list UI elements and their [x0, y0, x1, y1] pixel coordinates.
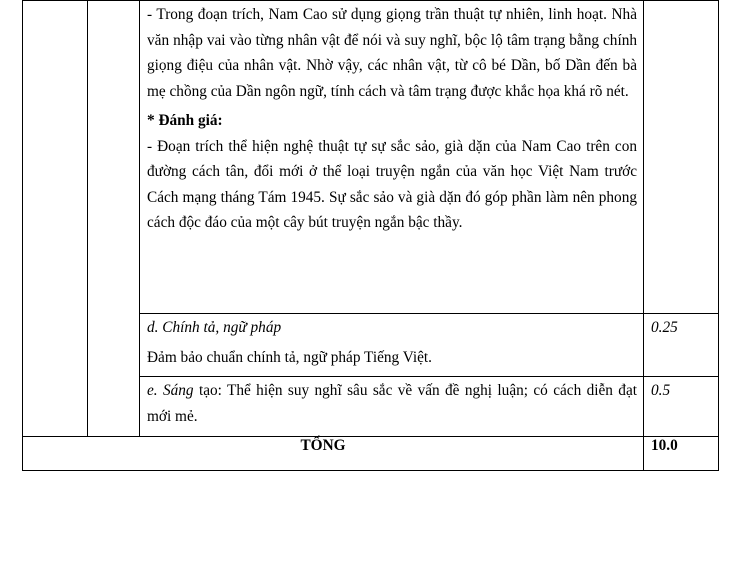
- table-cell-content: [140, 1, 644, 314]
- total-label: TỔNG: [23, 437, 644, 471]
- table-cell-section: [23, 1, 88, 437]
- score-value: 0.5: [644, 377, 719, 437]
- evaluation-heading: * Đánh giá:: [147, 112, 223, 129]
- paragraph-narration: - Trong đoạn trích, Nam Cao sử dụng giọng trần thuật tự nhiên, linh hoạt. Nhà văn nhập vai vào từng nhân vật để nói và suy nghĩ, bộc lộ tâm trạng bằng chính giọng điệu của nhân vật. Nhờ vậy, các nhân vật, từ cô bé Dần, bố Dần đến bà mẹ chồng của Dần ngôn ngữ, tính cách và tâm trạng được khắc họa khá rõ nét.: [147, 6, 637, 100]
- total-value: 10.0: [644, 437, 719, 471]
- criterion-text: Đảm bảo chuẩn chính tả, ngữ pháp Tiếng Việt.: [147, 348, 432, 366]
- table-row: [23, 1, 719, 314]
- score-value: 0.25: [644, 314, 719, 377]
- criterion-title: d. Chính tả, ngữ pháp: [147, 319, 282, 336]
- criterion-creativity: [147, 378, 637, 429]
- table-row-total: [23, 437, 719, 471]
- criterion-title: e. Sáng: [147, 382, 194, 399]
- table-cell-content: [140, 314, 644, 377]
- paragraph-evaluation: - Đoạn trích thể hiện nghệ thuật tự sự sắc sảo, già dặn của Nam Cao trên con đường cách tân, đổi mới ở thể loại truyện ngắn của văn học Việt Nam trước Cách mạng tháng Tám 1945. Sự sắc sảo và già dặn đó góp phần làm nên phong cách độc đáo của một cây bút truyện ngắn bậc thầy.: [147, 137, 637, 231]
- table-cell-subsection: [88, 1, 140, 437]
- grading-rubric-table: [22, 0, 719, 471]
- criterion-text: tạo: Thể hiện suy nghĩ sâu sắc về vấn đề nghị luận; có cách diễn đạt mới mẻ.: [147, 382, 637, 425]
- table-cell-score: [644, 1, 719, 314]
- table-cell-content: [140, 377, 644, 437]
